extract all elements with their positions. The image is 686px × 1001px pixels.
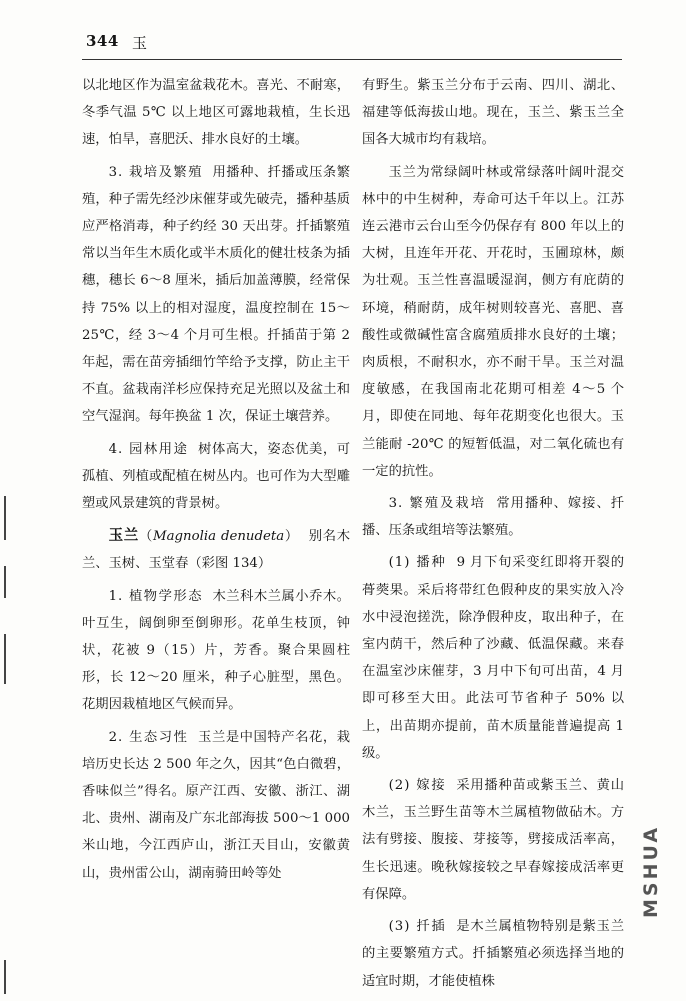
paragraph-text: 采用播种苗或紫玉兰、黄山木兰，玉兰野生苗等木兰属植物做砧木。方法有劈接、腹接、芽接等，劈接成活率高，生长迅速。晚秋嫁接较之早春嫁接成活率更有保障。	[362, 778, 624, 902]
paragraph-text: 用播种、扦播或压条繁殖，种子需先经沙床催芽或先破壳，播种基质应严格消毒，种子约经 30 天出芽。扦插繁殖常以当年生木质化或半木质化的健壮枝条为插穗，穗长 6～8 厘米，插后加盖薄膜，经常保持 75% 以上的相对湿度，温度控制在 15～25℃，经 3～4 个月可生根。扦插苗于第 2 年起，需在苗旁插细竹竿给予支撑，防止主干不直。盆栽南洋杉应保持充足光照以及盆土和空气湿润。每年换盆 1 次，保证土壤营养。	[82, 164, 350, 425]
section-heading: 1. 植物学形态	[108, 588, 204, 604]
header-rule	[82, 59, 622, 60]
paragraph-text: 9 月下旬采变红即将开裂的蓇葖果。采后将带红色假种皮的果实放入冷水中浸泡搓洗，除净假种皮，取出种子，在室内荫干，然后种了沙藏、低温保藏。来春在温室沙床催芽，3 月中下旬可出苗，4 月即可移至大田。此法可节省种子 50% 以上，出苗期亦提前，苗木质量能普遍提高 1 级。	[362, 555, 624, 761]
paragraph-text: 常用播种、嫁接、扦播、压条或组培等法繁殖。	[362, 496, 624, 539]
margin-mark	[4, 496, 6, 540]
section-heading: 3. 繁殖及栽培	[388, 496, 486, 512]
section-heading: 3. 栽培及繁殖	[108, 164, 204, 180]
paragraph	[82, 159, 350, 431]
section-heading: (1) 播种	[388, 555, 447, 571]
paragraph-text: 树体高大，姿态优美，可孤植、列植或配植在树丛内。也可作为大型雕塑或风景建筑的背景树。	[82, 441, 350, 512]
paragraph-text: 是木兰属植物特别是紫玉兰的主要繁殖方式。扦插繁殖必须选择当地的适宜时期，才能使植株	[362, 919, 624, 989]
section-heading: 4. 园林用途	[108, 441, 189, 457]
running-head: 玉	[132, 34, 148, 52]
paragraph: 以北地区作为温室盆栽花木。喜光、不耐寒，冬季气温 5℃ 以上地区可露地栽植，生长迅速，怕旱，喜肥沃、排水良好的土壤。	[82, 78, 350, 148]
paragraph	[82, 436, 350, 518]
watermark: MSHUA	[640, 824, 662, 918]
paragraph: 玉兰为常绿阔叶林或常绿落叶阔叶混交林中的中生树种，寿命可达千年以上。江苏连云港市云台山至今仍保存有 800 年以上的大树，且连年开花、开花时，玉圃琼林，颇为壮观。玉兰性喜温暖湿润，侧方有庇荫的环境，稍耐荫，成年树则较喜光、喜肥、喜酸性或微碱性富含腐殖质排水良好的土壤；肉质根，不耐积水，亦不耐干旱。玉兰对温度敏感，在我国南北花期可相差 4～5 个月，即使在同地、每年花期变化也很大。玉兰能耐 -20℃ 的短暂低温，对二氧化硫也有一定的抗性。	[362, 164, 624, 479]
section-heading: (3) 扦插	[388, 919, 447, 935]
paragraph	[362, 549, 624, 767]
paragraph-text: 玉兰是中国特产名花，栽培历史长达 2 500 年之久，因其“色白微碧，香味似兰”得名。原产江西、安徽、浙江、湖北、贵州、湖南及广东北部海拔 500～1 000 米山地，今江西庐山，浙江天目山，安徽黄山，贵州雷公山，湖南骑田岭等处	[82, 729, 350, 881]
paragraph-text: 木兰科木兰属小乔木。叶互生，阔倒卵至倒卵形。花单生枝顶，钟状，花被 9（15）片，芳香。聚合果圆柱形，长 12～20 厘米，种子心脏型，黑色。花期因栽植地区气候而异。	[82, 588, 350, 713]
paragraph	[362, 772, 624, 908]
paragraph	[82, 724, 350, 887]
paragraph: 有野生。紫玉兰分布于云南、四川、湖北、福建等低海拔山地。现在，玉兰、紫玉兰全国各大城市均有栽培。	[362, 78, 624, 148]
margin-mark	[4, 634, 6, 684]
latin-name: Magnolia denudeta	[153, 529, 285, 545]
paragraph	[362, 913, 624, 995]
section-heading: 2. 生态习性	[108, 729, 189, 745]
page-header	[82, 14, 622, 54]
page-number: 344	[86, 32, 119, 50]
right-column	[362, 72, 624, 1000]
entry-header: 玉兰（Magnolia denudeta） 别名木兰、玉树、玉堂春（彩图 134）	[82, 527, 351, 572]
entry-title: 玉兰	[108, 527, 139, 545]
paragraph	[82, 583, 350, 719]
margin-mark	[4, 566, 6, 598]
paragraph	[362, 490, 624, 544]
margin-mark	[4, 960, 6, 994]
left-column	[82, 72, 350, 892]
entry-alias: 别名木兰、玉树、玉堂春（彩图 134）	[82, 529, 351, 572]
section-heading: (2) 嫁接	[388, 778, 447, 794]
